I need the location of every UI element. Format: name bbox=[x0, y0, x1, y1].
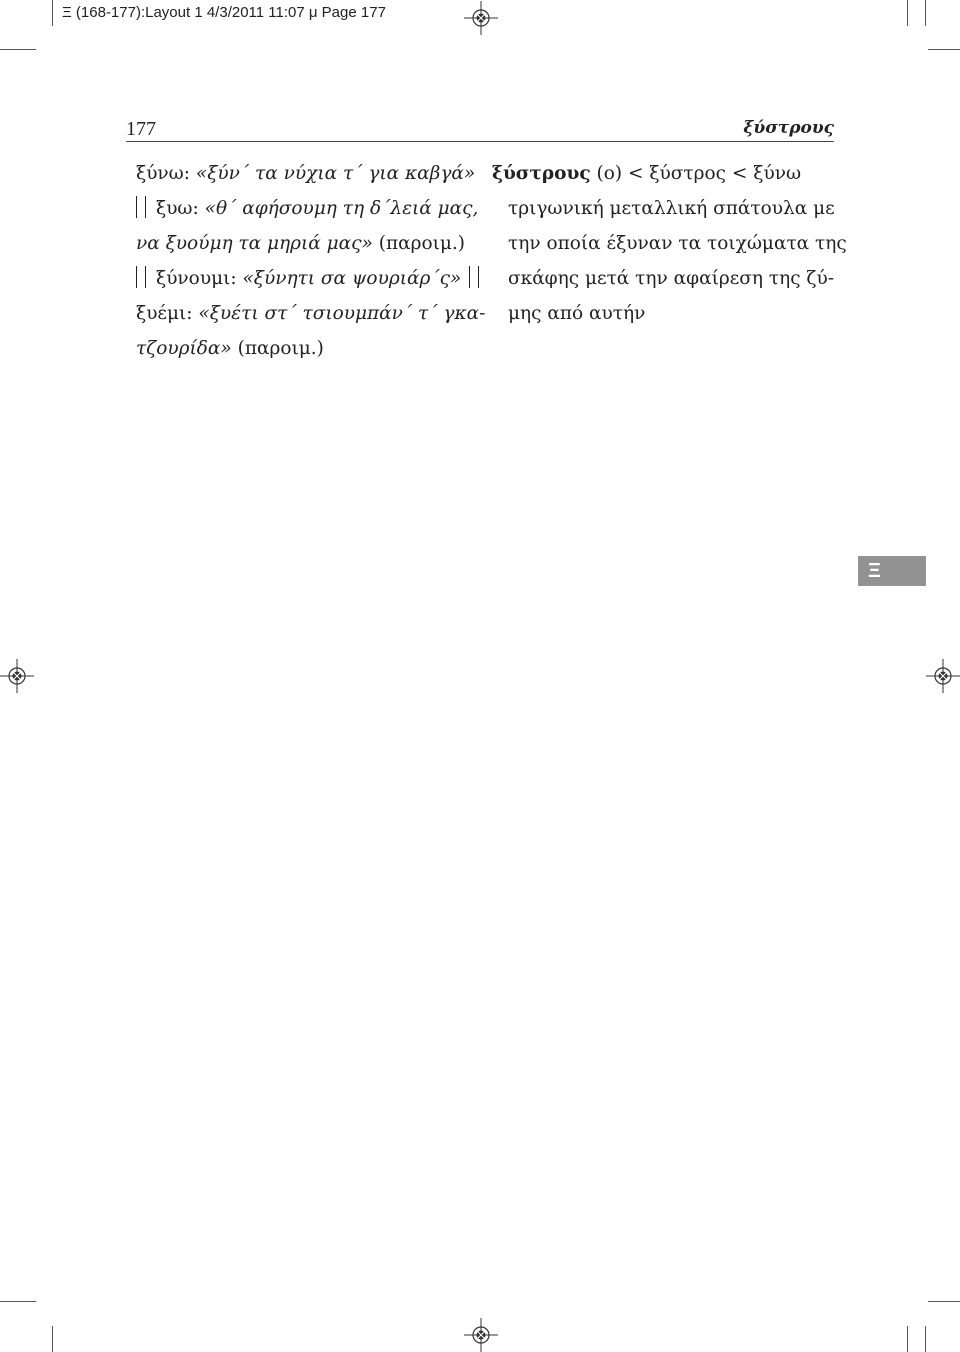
example-quote: τζουρίδα» bbox=[136, 338, 232, 359]
double-bar-separator bbox=[469, 266, 479, 288]
definition-line: σκάφης μετά την αφαίρεση της ζύ- bbox=[508, 268, 834, 289]
form-label: ξύνουμι: bbox=[156, 268, 243, 289]
left-column bbox=[136, 156, 486, 366]
double-bar-separator bbox=[136, 266, 146, 288]
crop-mark-bottom-left-h bbox=[0, 1301, 36, 1302]
registration-mark-top-icon bbox=[464, 1, 498, 35]
example-quote: «ξύν΄ τα νύχια τ΄ για καβγά» bbox=[195, 163, 476, 184]
example-quote: «ξυέτι στ΄ τσιουμπάν΄ τ΄ γκα- bbox=[198, 303, 486, 324]
registration-mark-bottom-icon bbox=[464, 1318, 498, 1352]
crop-mark-top-right-v2 bbox=[925, 0, 926, 26]
entry-line bbox=[136, 156, 476, 191]
entry-line bbox=[136, 191, 479, 226]
entry-line bbox=[136, 261, 476, 296]
crop-mark-bottom-left-v bbox=[52, 1326, 53, 1352]
definition-line: μης από αυτήν bbox=[508, 303, 646, 324]
print-slug-line: Ξ (168-177):Layout 1 4/3/2011 11:07 μ Page 177 bbox=[62, 4, 386, 21]
crop-mark-top-right-h bbox=[928, 49, 960, 50]
example-quote: να ξυούμη τα μηριά μας» bbox=[136, 233, 373, 254]
form-label: ξυω: bbox=[156, 198, 205, 219]
crop-mark-top-left-h bbox=[0, 49, 36, 50]
example-quote: «ξύνητι σα ψουριάρ΄ς» bbox=[242, 268, 462, 289]
entry-line bbox=[136, 226, 476, 261]
entry-line bbox=[492, 156, 838, 191]
thumb-index-tab: Ξ bbox=[858, 556, 926, 586]
crop-mark-top-right-v1 bbox=[907, 0, 908, 26]
running-headword: ξύστρους bbox=[743, 118, 834, 138]
double-bar-separator bbox=[136, 196, 146, 218]
crop-mark-top-left-v bbox=[52, 0, 53, 26]
entry-line bbox=[136, 331, 476, 366]
form-label: ξυέμι: bbox=[136, 303, 199, 324]
entry-headword: ξύστρους bbox=[492, 163, 591, 184]
source-note: (παροιμ.) bbox=[231, 338, 324, 359]
definition-line: την οποία έξυναν τα τοιχώματα της bbox=[508, 233, 847, 254]
crop-mark-bottom-right-h bbox=[928, 1301, 960, 1302]
entry-line bbox=[136, 296, 486, 331]
header-rule bbox=[126, 141, 834, 142]
registration-mark-left-icon bbox=[0, 659, 34, 693]
definition-line: τριγωνική μεταλλική σπάτουλα με bbox=[508, 198, 835, 219]
page-number: 177 bbox=[126, 118, 156, 140]
source-note: (παροιμ.) bbox=[372, 233, 465, 254]
example-quote: «θ΄ αφήσουμη τη δ΄λειά μας, bbox=[204, 198, 479, 219]
right-column bbox=[492, 156, 847, 331]
crop-mark-bottom-right-v2 bbox=[925, 1326, 926, 1352]
registration-mark-right-icon bbox=[926, 659, 960, 693]
form-label: ξύνω: bbox=[136, 163, 196, 184]
etymology: (ο) < ξύστρος < ξύνω bbox=[590, 163, 802, 184]
crop-mark-bottom-right-v1 bbox=[907, 1326, 908, 1352]
